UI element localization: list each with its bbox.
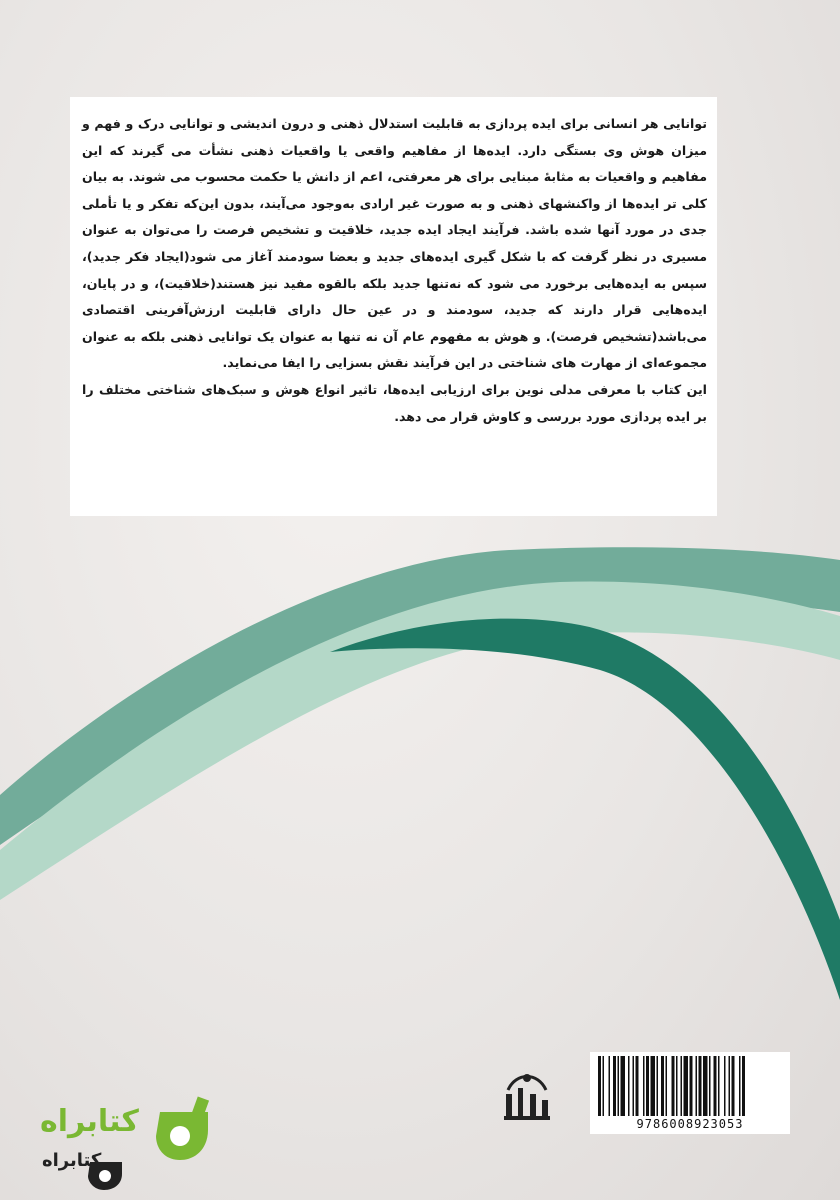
- barcode-bar: [633, 1056, 635, 1116]
- barcode-bar: [603, 1056, 605, 1116]
- barcode-bar: [618, 1056, 620, 1116]
- barcode-bar: [729, 1056, 731, 1116]
- barcode-bar: [718, 1056, 720, 1116]
- barcode-bar: [684, 1056, 689, 1116]
- barcode-bars: [596, 1056, 784, 1116]
- barcode-bar: [621, 1056, 626, 1116]
- brand-name-small: کتابراه: [42, 1150, 102, 1171]
- description-paragraph-2: این کتاب با معرفی مدلی نوین برای ارزیابی ایده‌ها، تاثیر انواع هوش و سبک‌های شناختی مختلف را بر ایده پردازی مورد بررسی و کاوش قرار می دهد.: [82, 381, 707, 424]
- barcode-bar: [657, 1056, 659, 1116]
- barcode-bar: [628, 1056, 630, 1116]
- barcode-bar: [676, 1056, 678, 1116]
- barcode-number: 9786008923053: [636, 1117, 744, 1131]
- barcode-bar: [672, 1056, 675, 1116]
- barcode-bar: [690, 1056, 693, 1116]
- barcode-bar: [666, 1056, 668, 1116]
- barcode-bar: [699, 1056, 702, 1116]
- barcode-bar: [709, 1056, 711, 1116]
- barcode-bar: [714, 1056, 717, 1116]
- publisher-logo: [498, 1064, 556, 1126]
- barcode-bar: [724, 1056, 726, 1116]
- barcode-bar: [613, 1056, 616, 1116]
- barcode-bar: [703, 1056, 708, 1116]
- barcode-bar: [598, 1056, 601, 1116]
- barcode-bar: [643, 1056, 645, 1116]
- wave-dark: [330, 619, 840, 1000]
- barcode-bar: [739, 1056, 741, 1116]
- barcode-bar: [661, 1056, 664, 1116]
- barcode-bar: [636, 1056, 639, 1116]
- brand-name-main: کتابراه: [40, 1104, 139, 1139]
- barcode-bar: [732, 1056, 735, 1116]
- barcode-bar: [651, 1056, 656, 1116]
- barcode-bar: [646, 1056, 649, 1116]
- barcode-bar: [609, 1056, 611, 1116]
- decorative-waves: [0, 520, 840, 1000]
- isbn-barcode: [590, 1052, 790, 1134]
- barcode-bar: [696, 1056, 698, 1116]
- barcode-bar: [742, 1056, 745, 1116]
- description-paragraph-1: توانایی هر انسانی برای ایده پردازی به قابلیت استدلال ذهنی و درون اندیشی و توانایی درک و فهم و میزان هوش وی بستگی دارد. ایده‌ها از مفاهیم واقعی یا واقعیات ذهنی نشأت می گیرند که این مفاهیم و واقعیات به مثابهٔ مبنایی برای هر معرفتی، اعم از دانش یا حکمت محسوب می شوند. به بیان کلی تر ایده‌ها از واکنشهای ذهنی و به صورت غیر ارادی به‌وجود می‌آیند، بدون این‌که تفکر و یا تأملی جدی در مورد آنها شده باشد. فرآیند ایجاد ایده جدید، خلاقیت و تشخیص فرصت را می‌توان به عنوان مسیری در نظر گرفت که با شکل گیری ایده‌های جدید و بعضا سودمند آغاز می شود(ایجاد فکر جدید)، سپس به ایده‌هایی برخورد می شود که نه‌تنها جدید بلکه بالقوه مفید نیز هستند(خلاقیت)، و در پایان، ایده‌هایی قرار دارند که جدید، سودمند و در عین حال دارای قابلیت ارزش‌آفرینی اقتصادی می‌باشد(تشخیص فرصت). و هوش به مفهوم عام آن نه تنها به عنوان یک توانایی ذهنی بلکه به عنوان مجموعه‌ای از مهارت های شناختی در این فرآیند نقش بسزایی را ایفا می‌نماید.: [82, 116, 707, 371]
- back-cover-text-box: [70, 97, 717, 516]
- barcode-bar: [681, 1056, 683, 1116]
